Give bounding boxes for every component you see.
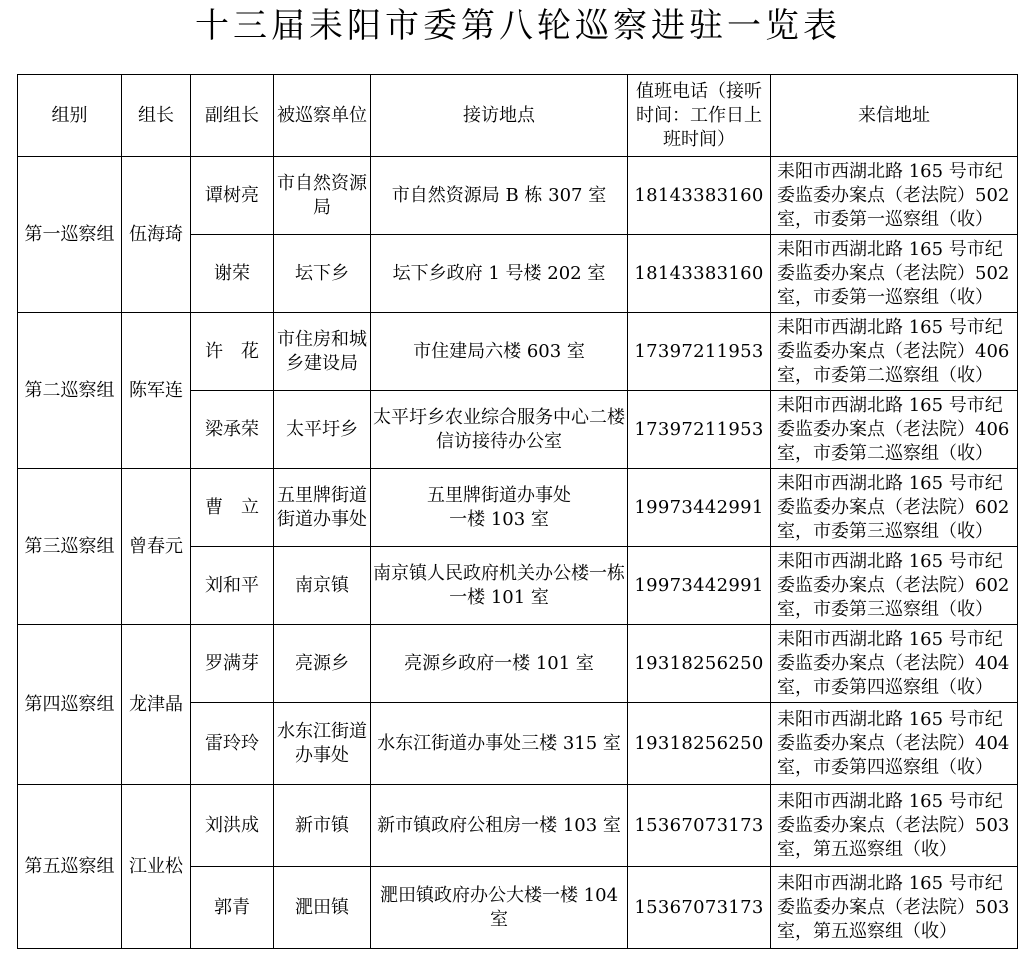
table-row xyxy=(18,313,1018,391)
location-cell: 坛下乡政府 1 号楼 202 室 xyxy=(371,235,628,313)
inspection-table xyxy=(17,74,1018,949)
table-row xyxy=(18,157,1018,235)
deputy-cell: 刘和平 xyxy=(191,547,274,625)
location-cell: 亮源乡政府一楼 101 室 xyxy=(371,625,628,703)
phone-cell: 19973442991 xyxy=(628,547,771,625)
location-cell: 五里牌街道办事处 一楼 103 室 xyxy=(371,469,628,547)
phone-cell: 17397211953 xyxy=(628,313,771,391)
mail-address-cell: 耒阳市西湖北路 165 号市纪委监委办案点（老法院）404 室，市委第四巡察组（收） xyxy=(771,703,1018,785)
deputy-cell: 雷玲玲 xyxy=(191,703,274,785)
group-name: 第四巡察组 xyxy=(18,625,122,785)
location-cell: 南京镇人民政府机关办公楼一栋一楼 101 室 xyxy=(371,547,628,625)
deputy-cell: 谭树亮 xyxy=(191,157,274,235)
page-title: 十三届耒阳市委第八轮巡察进驻一览表 xyxy=(195,6,841,46)
deputy-cell: 曹 立 xyxy=(191,469,274,547)
header-location: 接访地点 xyxy=(371,75,628,157)
phone-cell: 19318256250 xyxy=(628,625,771,703)
phone-cell: 18143383160 xyxy=(628,235,771,313)
deputy-cell: 梁承荣 xyxy=(191,391,274,469)
unit-cell: 淝田镇 xyxy=(274,867,371,949)
deputy-cell: 郭青 xyxy=(191,867,274,949)
header-phone: 值班电话（接听时间：工作日上班时间） xyxy=(628,75,771,157)
location-cell: 市自然资源局 B 栋 307 室 xyxy=(371,157,628,235)
group-name: 第二巡察组 xyxy=(18,313,122,469)
header-unit: 被巡察单位 xyxy=(274,75,371,157)
mail-address-cell: 耒阳市西湖北路 165 号市纪委监委办案点（老法院）406 室，市委第二巡察组（收） xyxy=(771,391,1018,469)
phone-cell: 19973442991 xyxy=(628,469,771,547)
location-cell: 市住建局六楼 603 室 xyxy=(371,313,628,391)
mail-address-cell: 耒阳市西湖北路 165 号市纪委监委办案点（老法院）404 室，市委第四巡察组（收） xyxy=(771,625,1018,703)
group-name: 第一巡察组 xyxy=(18,157,122,313)
unit-cell: 市住房和城乡建设局 xyxy=(274,313,371,391)
table-row xyxy=(18,469,1018,547)
table-row xyxy=(18,785,1018,867)
group-leader: 龙津晶 xyxy=(122,625,191,785)
deputy-cell: 许 花 xyxy=(191,313,274,391)
deputy-cell: 罗满芽 xyxy=(191,625,274,703)
location-cell: 新市镇政府公租房一楼 103 室 xyxy=(371,785,628,867)
group-leader: 伍海琦 xyxy=(122,157,191,313)
group-leader: 陈军连 xyxy=(122,313,191,469)
deputy-cell: 刘洪成 xyxy=(191,785,274,867)
phone-cell: 15367073173 xyxy=(628,785,771,867)
header-leader: 组长 xyxy=(122,75,191,157)
mail-address-cell: 耒阳市西湖北路 165 号市纪委监委办案点（老法院）503 室，第五巡察组（收） xyxy=(771,867,1018,949)
group-name: 第五巡察组 xyxy=(18,785,122,949)
phone-cell: 15367073173 xyxy=(628,867,771,949)
header-row xyxy=(18,75,1018,157)
group-name: 第三巡察组 xyxy=(18,469,122,625)
unit-cell: 市自然资源局 xyxy=(274,157,371,235)
phone-cell: 17397211953 xyxy=(628,391,771,469)
header-deputy: 副组长 xyxy=(191,75,274,157)
unit-cell: 五里牌街道街道办事处 xyxy=(274,469,371,547)
unit-cell: 水东江街道办事处 xyxy=(274,703,371,785)
mail-address-cell: 耒阳市西湖北路 165 号市纪委监委办案点（老法院）406 室，市委第二巡察组（收） xyxy=(771,313,1018,391)
location-cell: 太平圩乡农业综合服务中心二楼信访接待办公室 xyxy=(371,391,628,469)
mail-address-cell: 耒阳市西湖北路 165 号市纪委监委办案点（老法院）503 室，第五巡察组（收） xyxy=(771,785,1018,867)
table-row xyxy=(18,625,1018,703)
group-leader: 曾春元 xyxy=(122,469,191,625)
mail-address-cell: 耒阳市西湖北路 165 号市纪委监委办案点（老法院）602 室，市委第三巡察组（收） xyxy=(771,547,1018,625)
unit-cell: 坛下乡 xyxy=(274,235,371,313)
mail-address-cell: 耒阳市西湖北路 165 号市纪委监委办案点（老法院）602 室，市委第三巡察组（收） xyxy=(771,469,1018,547)
mail-address-cell: 耒阳市西湖北路 165 号市纪委监委办案点（老法院）502 室，市委第一巡察组（收） xyxy=(771,235,1018,313)
mail-address-cell: 耒阳市西湖北路 165 号市纪委监委办案点（老法院）502 室，市委第一巡察组（收） xyxy=(771,157,1018,235)
location-cell: 淝田镇政府办公大楼一楼 104 室 xyxy=(371,867,628,949)
group-leader: 江业松 xyxy=(122,785,191,949)
location-cell: 水东江街道办事处三楼 315 室 xyxy=(371,703,628,785)
header-group: 组别 xyxy=(18,75,122,157)
unit-cell: 亮源乡 xyxy=(274,625,371,703)
header-mail: 来信地址 xyxy=(771,75,1018,157)
phone-cell: 18143383160 xyxy=(628,157,771,235)
unit-cell: 太平圩乡 xyxy=(274,391,371,469)
phone-cell: 19318256250 xyxy=(628,703,771,785)
deputy-cell: 谢荣 xyxy=(191,235,274,313)
unit-cell: 南京镇 xyxy=(274,547,371,625)
unit-cell: 新市镇 xyxy=(274,785,371,867)
